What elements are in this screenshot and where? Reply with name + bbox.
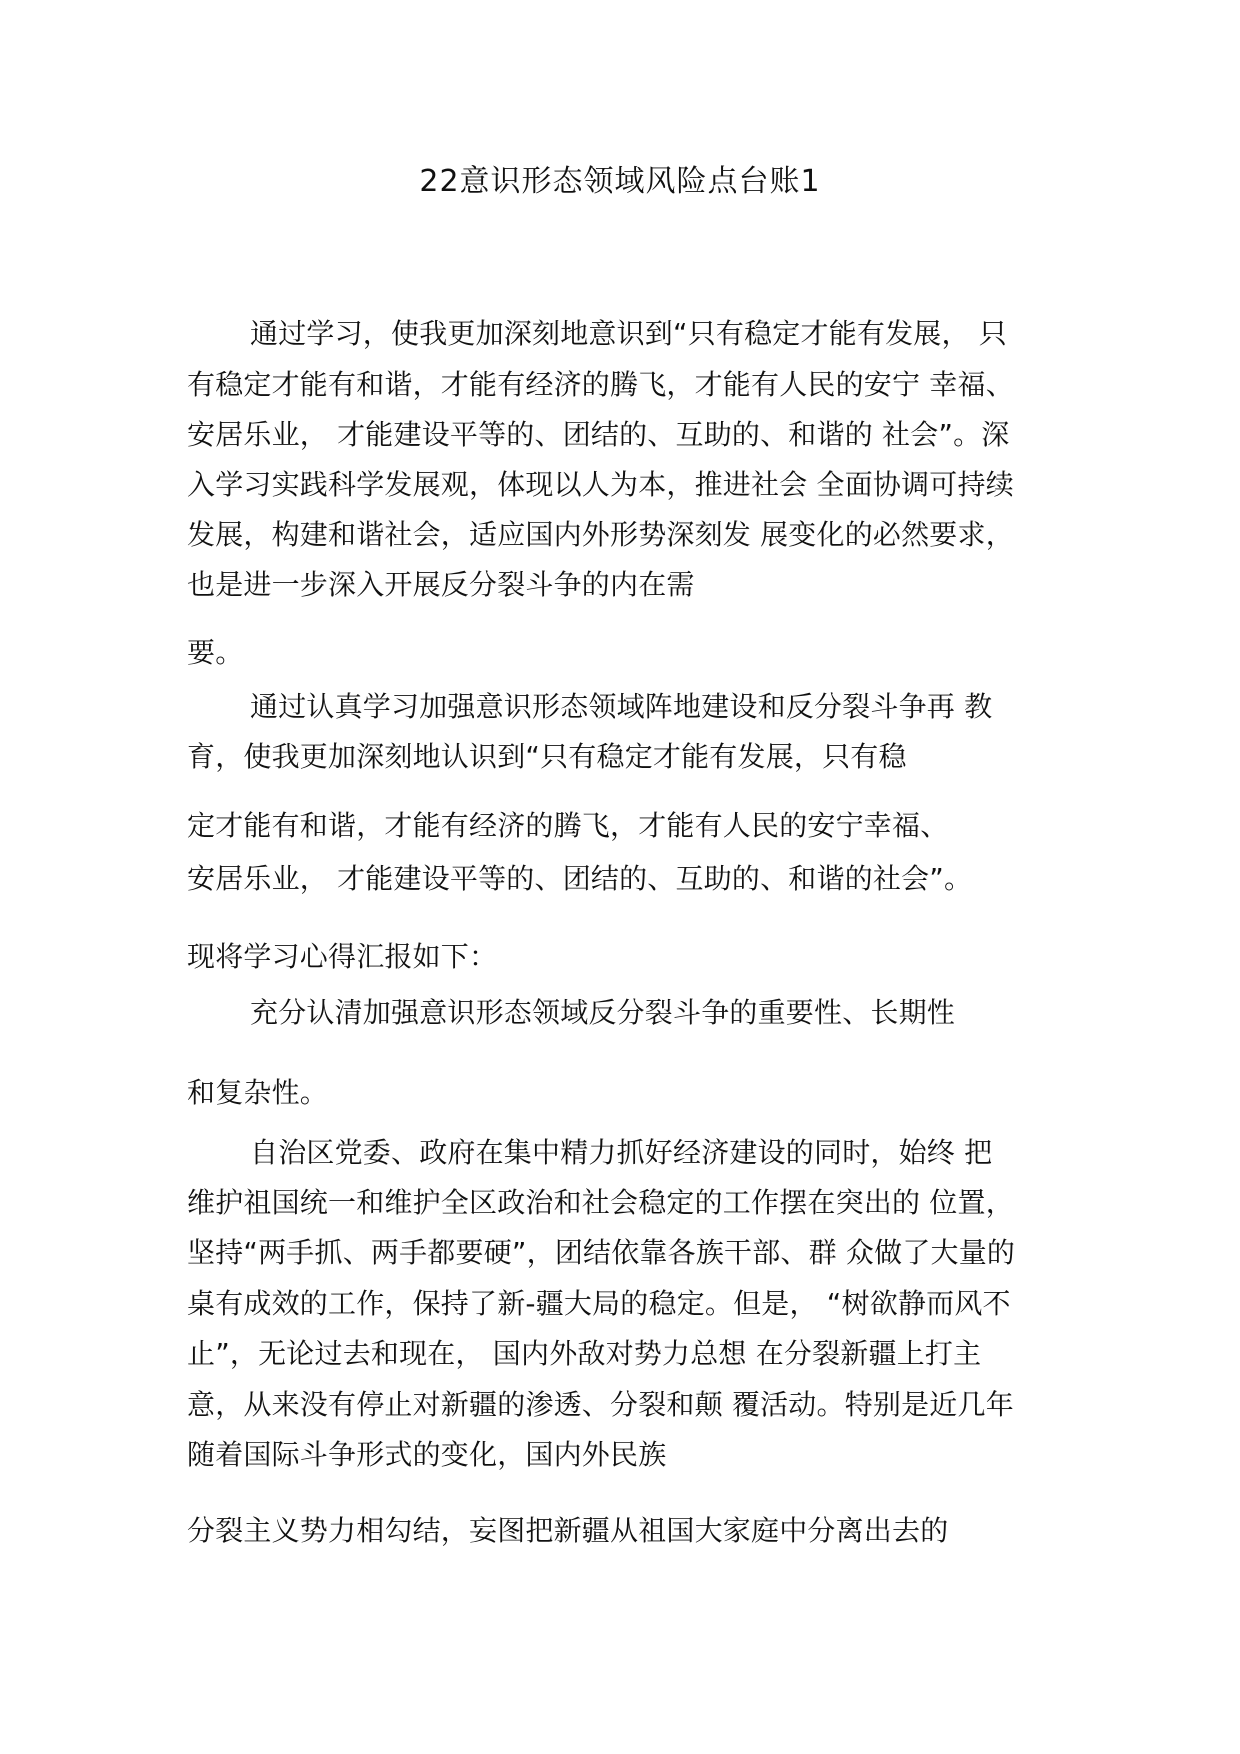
text-line: 坚持“两手抓、两手都要硬”，团结依靠各族干部、群 众做了大量的 <box>187 1236 1016 1269</box>
text-line: 现将学习心得汇报如下： <box>187 940 498 973</box>
text-line: 分裂主义势力相勾结，妄图把新疆从祖国大家庭中分离出去的 <box>187 1514 949 1547</box>
text-line: 桌有成效的工作，保持了新-疆大局的稳定。但是， “树欲静而风不 <box>187 1287 1011 1320</box>
document-title: 22意识形态领域风险点台账1 <box>419 164 821 199</box>
text-line: 充分认清加强意识形态领域反分裂斗争的重要性、长期性 <box>250 996 956 1029</box>
text-line: 和复杂性。 <box>187 1076 329 1109</box>
text-line: 安居乐业， 才能建设平等的、团结的、互助的、和谐的 社会”。深 <box>187 418 1010 451</box>
text-line: 有稳定才能有和谐，才能有经济的腾飞，才能有人民的安宁 幸福、 <box>187 368 1014 401</box>
text-line: 安居乐业， 才能建设平等的、团结的、互助的、和谐的社会”。 <box>187 862 973 895</box>
text-line: 通过学习，使我更加深刻地意识到“只有稳定才能有发展， 只 <box>250 317 1008 350</box>
text-line: 止”，无论过去和现在， 国内外敌对势力总想 在分裂新疆上打主 <box>187 1337 982 1370</box>
text-line: 育，使我更加深刻地认识到“只有稳定才能有发展，只有稳 <box>187 740 907 773</box>
text-line: 维护祖国统一和维护全区政治和社会稳定的工作摆在突出的 位置， <box>187 1186 1014 1219</box>
text-line: 要。 <box>187 636 244 669</box>
text-line: 入学习实践科学发展观，体现以人为本，推进社会 全面协调可持续 <box>187 468 1014 501</box>
text-line: 通过认真学习加强意识形态领域阵地建设和反分裂斗争再 教 <box>250 690 993 723</box>
text-line: 发展，构建和谐社会，适应国内外形势深刻发 展变化的必然要求， <box>187 518 1014 551</box>
text-line: 随着国际斗争形式的变化，国内外民族 <box>187 1438 667 1471</box>
text-line: 定才能有和谐，才能有经济的腾飞，才能有人民的安宁幸福、 <box>187 809 949 842</box>
text-line: 意，从来没有停止对新疆的渗透、分裂和颠 覆活动。特别是近几年 <box>187 1388 1014 1421</box>
text-line: 自治区党委、政府在集中精力抓好经济建设的同时，始终 把 <box>250 1136 993 1169</box>
text-line: 也是进一步深入开展反分裂斗争的内在需 <box>187 568 695 601</box>
